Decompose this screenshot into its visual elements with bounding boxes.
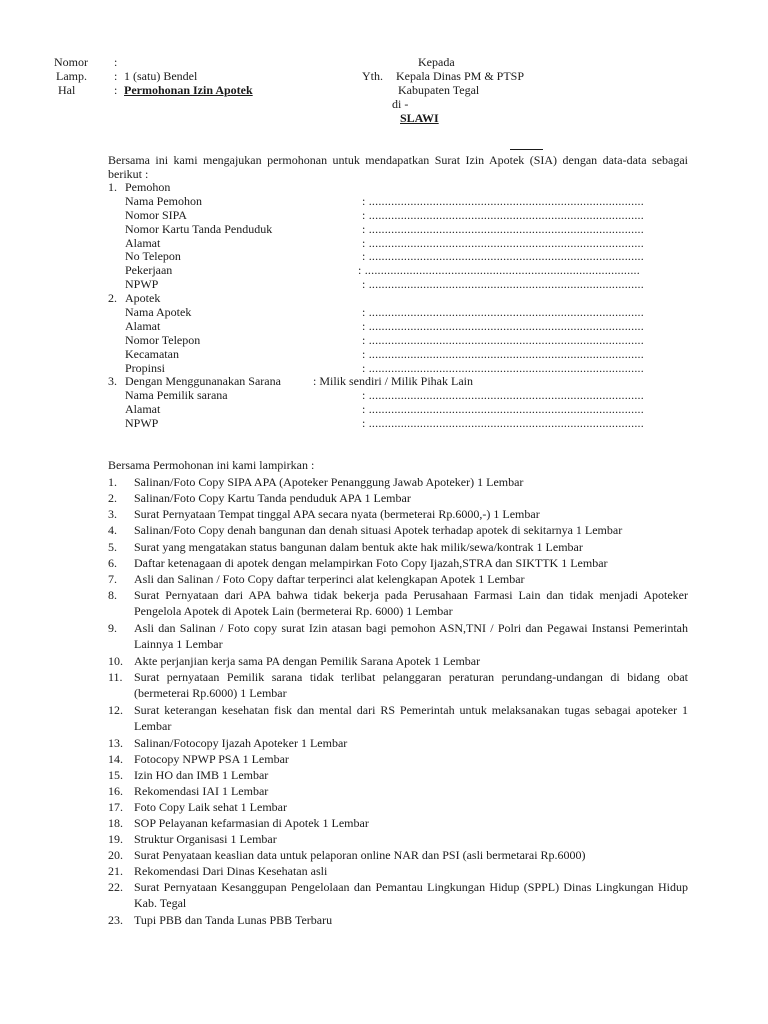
field-dots: : ...................................................................................... <box>358 263 640 277</box>
list-item <box>108 506 688 522</box>
field-dots: : ...................................................................................... <box>362 305 644 319</box>
list-item <box>108 863 688 879</box>
field-dots: : ...................................................................................... <box>362 402 644 416</box>
field-dots: : ...................................................................................... <box>362 388 644 402</box>
field-dots: : ...................................................................................... <box>362 416 644 430</box>
list-item-text: Surat keterangan kesehatan fisk dan mental dari RS Pemerintah untuk melaksanakan tugas sebagai apoteker 1 Lembar <box>134 703 688 733</box>
list-item-number: 19. <box>108 832 123 846</box>
list-item-text: Asli dan Salinan / Foto copy surat Izin atasan bagi pemohon ASN,TNI / Polri dan Pegawai Instansi Pemerintah Lainnya 1 Lembar <box>134 621 688 651</box>
lamp-colon: : <box>114 69 118 83</box>
hal-colon: : <box>114 83 118 97</box>
nomor-colon: : <box>114 55 118 69</box>
intro-paragraph: Bersama ini kami mengajukan permohonan untuk mendapatkan Surat Izin Apotek (SIA) dengan data-data sebagai berikut : <box>108 153 688 181</box>
list-item-text: Asli dan Salinan / Foto Copy daftar terperinci alat kelengkapan Apotek 1 Lembar <box>134 572 525 586</box>
list-item-text: Salinan/Foto Copy SIPA APA (Apoteker Penanggung Jawab Apoteker) 1 Lembar <box>134 475 524 489</box>
list-item-text: Surat Penyataan keaslian data untuk pelaporan online NAR dan PSI (asli bermetarai Rp.6000) <box>134 848 586 862</box>
list-item-text: Surat Pernyataan Kesanggupan Pengelolaan dan Pemantau Lingkungan Hidup (SPPL) Dinas Lingkungan Hidup Kab. Tegal <box>134 880 688 910</box>
list-item-text: Izin HO dan IMB 1 Lembar <box>134 768 269 782</box>
field-label: Nama Apotek <box>125 305 192 319</box>
list-item-number: 8. <box>108 588 117 602</box>
field-label: NPWP <box>125 277 159 291</box>
field-label: Alamat <box>125 402 161 416</box>
list-item-number: 21. <box>108 864 123 878</box>
field-label: Kecamatan <box>125 347 179 361</box>
list-item-number: 11. <box>108 670 123 684</box>
lamp-value: 1 (satu) Bendel <box>124 69 198 83</box>
attachments-list <box>108 474 688 928</box>
list-item-number: 15. <box>108 768 123 782</box>
section-apotek-title: Apotek <box>125 291 161 305</box>
list-item-number: 2. <box>108 491 117 505</box>
list-item-number: 7. <box>108 572 117 586</box>
list-item-number: 5. <box>108 540 117 554</box>
list-item-number: 22. <box>108 880 123 894</box>
list-item <box>108 555 688 571</box>
field-label: NPWP <box>125 416 159 430</box>
section-pemohon-title: Pemohon <box>125 180 171 194</box>
list-item-number: 16. <box>108 784 123 798</box>
list-item-text: Tupi PBB dan Tanda Lunas PBB Terbaru <box>134 913 333 927</box>
list-item-number: 10. <box>108 654 123 668</box>
section-sarana-title: Dengan Menggunanakan Sarana <box>125 374 281 388</box>
list-item-number: 6. <box>108 556 117 570</box>
list-item-number: 17. <box>108 800 123 814</box>
field-label: Alamat <box>125 236 161 250</box>
list-item-number: 18. <box>108 816 123 830</box>
field-dots: : ...................................................................................... <box>362 361 644 375</box>
list-item-number: 13. <box>108 736 123 750</box>
city: SLAWI <box>400 111 439 125</box>
list-item <box>108 669 688 701</box>
list-item-text: Fotocopy NPWP PSA 1 Lembar <box>134 752 289 766</box>
list-item-text: Struktur Organisasi 1 Lembar <box>134 832 277 846</box>
recipient: Kepala Dinas PM & PTSP <box>396 69 525 83</box>
list-item-text: Surat Pernyataan dari APA bahwa tidak bekerja pada Perusahaan Farmasi Lain dan tidak menjadi Apoteker Pengelola Apotek di Apotek Lain (bermeterai Rp. 6000) 1 Lembar <box>134 588 688 618</box>
list-item-text: Surat Pernyataan Tempat tinggal APA secara nyata (bermeterai Rp.6000,-) 1 Lembar <box>134 507 540 521</box>
list-item-text: Foto Copy Laik sehat 1 Lembar <box>134 800 287 814</box>
lamp-label: Lamp. <box>56 69 87 83</box>
list-item-text: Daftar ketenagaan di apotek dengan melampirkan Foto Copy Ijazah,STRA dan SIKTTK 1 Lembar <box>134 556 608 570</box>
list-item-text: Salinan/Foto Copy denah bangunan dan denah situasi Apotek terhadap apotek di sekitarnya 1 Lembar <box>134 523 623 537</box>
field-dots: : ...................................................................................... <box>362 249 644 263</box>
kepada-label: Kepada <box>418 55 455 69</box>
hal-label: Hal <box>58 83 76 97</box>
list-item <box>108 620 688 652</box>
field-label: Nomor Kartu Tanda Penduduk <box>125 222 273 236</box>
list-item-text: Akte perjanjian kerja sama PA dengan Pemilik Sarana Apotek 1 Lembar <box>134 654 481 668</box>
list-item <box>108 879 688 911</box>
field-label: Pekerjaan <box>125 263 173 277</box>
list-item <box>108 783 688 799</box>
attachments-intro: Bersama Permohonan ini kami lampirkan : <box>108 458 315 472</box>
section-pemohon-num: 1. <box>108 180 117 194</box>
hal-value: Permohonan Izin Apotek <box>124 83 253 97</box>
list-item <box>108 490 688 506</box>
field-dots: : ...................................................................................... <box>362 277 644 291</box>
field-dots: : ...................................................................................... <box>362 194 644 208</box>
list-item <box>108 799 688 815</box>
field-dots: : ...................................................................................... <box>362 236 644 250</box>
list-item-number: 1. <box>108 475 117 489</box>
field-label: Alamat <box>125 319 161 333</box>
list-item <box>108 815 688 831</box>
list-item <box>108 847 688 863</box>
list-item <box>108 587 688 619</box>
field-label: Nama Pemohon <box>125 194 202 208</box>
list-item <box>108 831 688 847</box>
list-item-text: Surat yang mengatakan status bangunan dalam bentuk akte hak milik/sewa/kontrak 1 Lembar <box>134 540 583 554</box>
section-sarana-num: 3. <box>108 374 117 388</box>
list-item <box>108 539 688 555</box>
list-item-number: 20. <box>108 848 123 862</box>
field-label: No Telepon <box>125 249 181 263</box>
list-item-number: 4. <box>108 523 117 537</box>
list-item-number: 23. <box>108 913 123 927</box>
list-item-number: 12. <box>108 703 123 717</box>
list-item-number: 14. <box>108 752 123 766</box>
field-label: Propinsi <box>125 361 166 375</box>
list-item-number: 3. <box>108 507 117 521</box>
field-dots: : ...................................................................................... <box>362 222 644 236</box>
di-label: di - <box>392 97 409 111</box>
list-item <box>108 767 688 783</box>
field-dots: : ...................................................................................... <box>362 333 644 347</box>
field-label: Nomor Telepon <box>125 333 201 347</box>
sarana-option: : Milik sendiri / Milik Pihak Lain <box>313 374 473 388</box>
list-item <box>108 522 688 538</box>
nomor-label: Nomor <box>54 55 88 69</box>
field-label: Nomor SIPA <box>125 208 187 222</box>
list-item-text: Surat pernyataan Pemilik sarana tidak terlibat pelanggaran peraturan perundang-undangan di bidang obat (bermeterai Rp.6000) 1 Lembar <box>134 670 688 700</box>
list-item <box>108 735 688 751</box>
list-item-text: Salinan/Fotocopy Ijazah Apoteker 1 Lembar <box>134 736 348 750</box>
field-dots: : ...................................................................................... <box>362 208 644 222</box>
yth-label: Yth. <box>362 69 383 83</box>
divider-line <box>510 149 543 150</box>
list-item <box>108 751 688 767</box>
field-dots: : ...................................................................................... <box>362 347 644 361</box>
list-item <box>108 653 688 669</box>
list-item <box>108 912 688 928</box>
list-item-text: Rekomendasi Dari Dinas Kesehatan asli <box>134 864 328 878</box>
list-item <box>108 571 688 587</box>
list-item-number: 9. <box>108 621 117 635</box>
section-apotek-num: 2. <box>108 291 117 305</box>
field-label: Nama Pemilik sarana <box>125 388 228 402</box>
list-item-text: Rekomendasi IAI 1 Lembar <box>134 784 269 798</box>
list-item-text: Salinan/Foto Copy Kartu Tanda penduduk APA 1 Lembar <box>134 491 411 505</box>
list-item <box>108 702 688 734</box>
list-item-text: SOP Pelayanan kefarmasian di Apotek 1 Lembar <box>134 816 369 830</box>
field-dots: : ...................................................................................... <box>362 319 644 333</box>
list-item <box>108 474 688 490</box>
region: Kabupaten Tegal <box>398 83 480 97</box>
